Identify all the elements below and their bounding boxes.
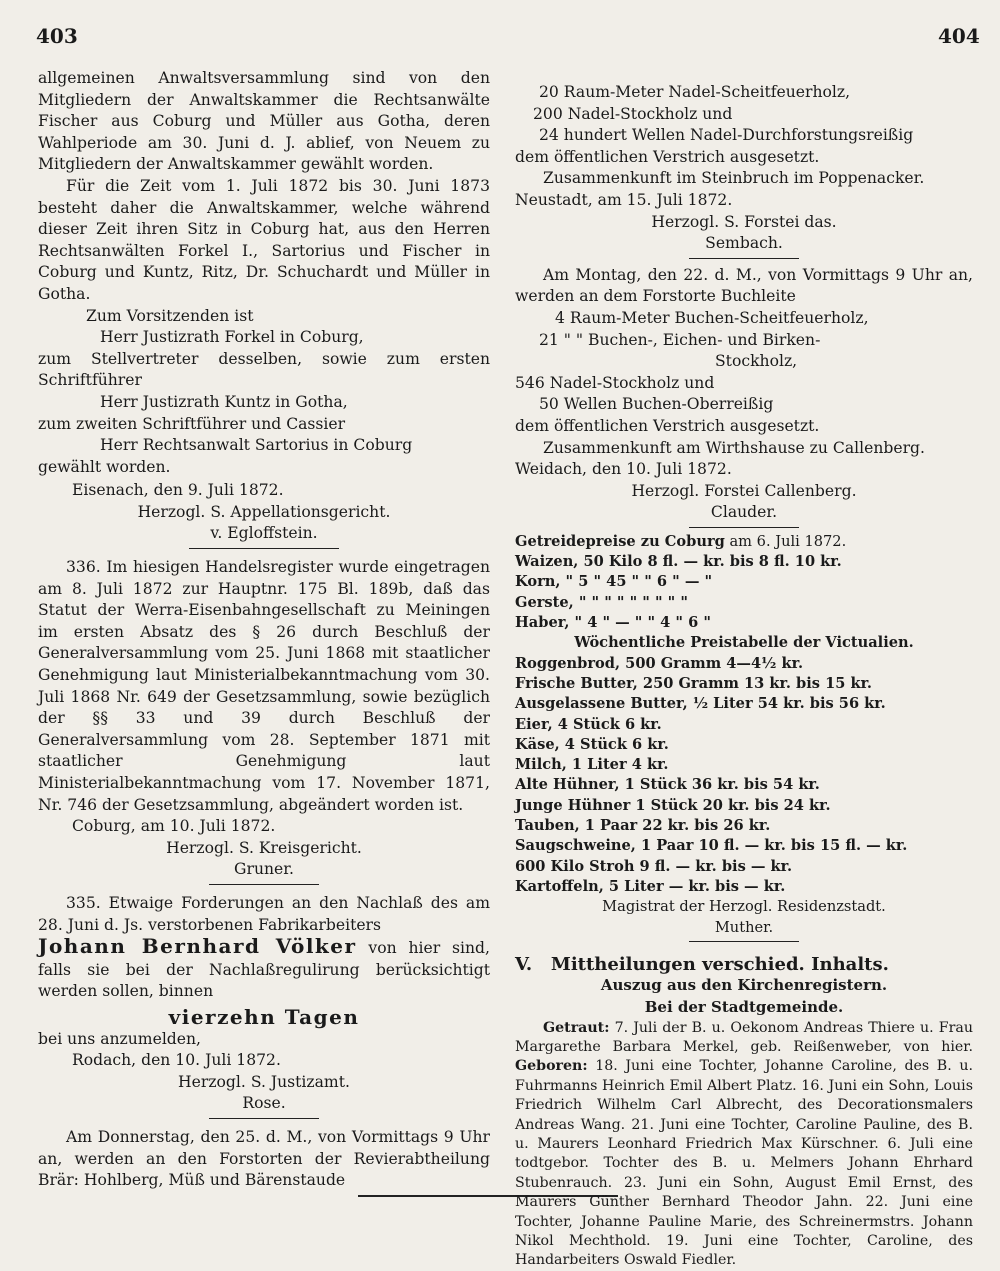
signature: Rose.	[242, 1094, 286, 1113]
authority: Herzogl. S. Justizamt.	[178, 1072, 350, 1091]
register-entries: Getraut: 7. Juli der B. u. Oekonom Andreas Thiere u. Frau Margarethe Barbara Merkel, geb. Reißenweber, von hier. Geboren: 18. Juni eine Tochter, Johanne Caroline, des B. u. Fuhrmanns Heinrich Emil Albert Platz. 16. Juni ein Sohn, Louis Friedrich Wilhelm Carl Albrecht, des Decorationsmalers Andreas Wang. 21. Juni eine Tochter, Caroline Pauline, des B. u. Maurers Leonhard Friedrich Max Kürschner. 6. Juli eine todtgebor. Tochter des B. u. Melmers Johann Ehrhard Stubenrauch. 23. Juni ein Sohn, August Emil Ernst, des Maurers Günther Bernhard Theodor Jahn. 22. Juni eine Tochter, Johanne Pauline Marie, des Schreinermstrs. Johann Nikol Mechthold. 19. Juni eine Tochter, Caroline, des Handarbeiters Oswald Fiedler.	[515, 1019, 973, 1269]
authority: Herzogl. Forstei Callenberg.	[631, 481, 857, 500]
text-paragraph: Für die Zeit vom 1. Juli 1872 bis 30. Juni 1873 besteht daher die Anwaltskammer, welche während dieser Zeit ihren Sitz in Coburg hat, aus den Herren Rechtsanwälten Forkel I., Sartorius und Fischer in Coburg und Kuntz, Ritz, Dr. Schuchardt und Müller in Gotha.	[38, 176, 490, 303]
page-number-right: 404	[938, 24, 980, 48]
text-line: 4 Raum-Meter Buchen-Scheitfeuerholz,	[555, 308, 869, 327]
price-line: Kartoffeln, 5 Liter — kr. bis — kr.	[515, 877, 786, 895]
text-paragraph: Johann Bernhard Völker von hier sind, falls sie bei der Nachlaßregulirung berücksichtigt werden sollen, binnen	[38, 934, 490, 1001]
place-date: Eisenach, den 9. Juli 1872.	[72, 481, 284, 500]
signature: Gruner.	[234, 860, 294, 879]
signature: Clauder.	[710, 503, 778, 522]
authority: Herzogl. S. Kreisgericht.	[166, 838, 362, 857]
price-line: Junge Hühner 1 Stück 20 kr. bis 24 kr.	[515, 796, 831, 814]
separator	[189, 548, 339, 549]
place-date: Neustadt, am 15. Juli 1872.	[515, 190, 733, 209]
subsection-title: Auszug aus den Kirchenregistern.	[600, 976, 888, 995]
price-line: Tauben, 1 Paar 22 kr. bis 26 kr.	[515, 817, 771, 835]
price-line: Haber, " 4 " — " " 4 " 6 "	[515, 614, 711, 632]
text-line: zum Stellvertreter desselben, sowie zum ersten Schriftführer	[38, 349, 490, 390]
price-line: Eier, 4 Stück 6 kr.	[515, 715, 662, 733]
left-column	[38, 68, 490, 1200]
text-line: 20 Raum-Meter Nadel-Scheitfeuerholz,	[539, 83, 851, 101]
text-line: dem öffentlichen Verstrich ausgesetzt.	[515, 147, 820, 166]
price-line: Frische Butter, 250 Gramm 13 kr. bis 15 kr.	[515, 674, 873, 692]
signature: Sembach.	[705, 234, 783, 253]
text-paragraph: allgemeinen Anwaltsversammlung sind von den Mitgliedern der Anwaltskammer die Rechtsanwälte Fischer aus Coburg und Müller aus Gotha, deren Wahlperiode am 30. Juni d. J. ablief, von Neuem zu Mitgliedern der Anwaltskammer gewählt worden.	[38, 69, 490, 174]
separator	[209, 884, 319, 885]
text-line: bei uns anzumelden,	[38, 1029, 202, 1048]
text-line: Zum Vorsitzenden ist	[86, 306, 254, 325]
text-line: zum zweiten Schriftführer und Cassier	[38, 414, 346, 433]
section-heading: Getreidepreise zu Coburg am 6. Juli 1872.	[515, 532, 847, 550]
text-line: 24 hundert Wellen Nadel-Durchforstungsreißig	[539, 126, 914, 145]
signature: v. Egloffstein.	[210, 524, 318, 543]
price-line: Alte Hühner, 1 Stück 36 kr. bis 54 kr.	[515, 776, 820, 794]
price-line: Saugschweine, 1 Paar 10 fl. — kr. bis 15 fl. — kr.	[515, 837, 908, 855]
text-line: Herr Justizrath Forkel in Coburg,	[100, 328, 364, 347]
place-date: Weidach, den 10. Juli 1872.	[515, 460, 732, 479]
place-date: Rodach, den 10. Juli 1872.	[72, 1051, 281, 1070]
text-line: 21 " " Buchen-, Eichen- und Birken-	[539, 330, 821, 349]
deadline-highlight: vierzehn Tagen	[168, 1004, 360, 1029]
text-line: Stockholz,	[715, 352, 798, 371]
text-line: gewählt worden.	[38, 457, 171, 476]
text-paragraph: Am Donnerstag, den 25. d. M., von Vormittags 9 Uhr an, werden an den Forstorten der Revierabtheilung Brär: Hohlberg, Müß und Bärenstaude	[38, 1127, 490, 1190]
price-line: Milch, 1 Liter 4 kr.	[515, 756, 669, 774]
text-paragraph: 335. Etwaige Forderungen an den Nachlaß des am 28. Juni d. Js. verstorbenen Fabrikarbeiters	[38, 893, 490, 934]
text-line: Zusammenkunft im Steinbruch im Poppenacker.	[543, 169, 925, 188]
right-column	[515, 82, 973, 1271]
text-line: Zusammenkunft am Wirthshause zu Callenberg.	[543, 438, 925, 457]
separator	[689, 258, 799, 259]
separator	[689, 941, 799, 942]
price-line: Gerste, " " " " " " " " "	[515, 593, 688, 611]
section-heading: Wöchentliche Preistabelle der Victualien.	[574, 634, 914, 652]
authority: Herzogl. S. Appellationsgericht.	[137, 502, 391, 521]
page-number-left: 403	[36, 24, 78, 48]
separator	[209, 1118, 319, 1119]
price-line: Ausgelassene Butter, ½ Liter 54 kr. bis 56 kr.	[515, 695, 886, 713]
price-line: 600 Kilo Stroh 9 fl. — kr. bis — kr.	[515, 857, 793, 875]
signature: Muther.	[714, 918, 774, 936]
text-line: 50 Wellen Buchen-Oberreißig	[539, 395, 774, 414]
text-line: 546 Nadel-Stockholz und	[515, 373, 715, 392]
text-paragraph: Am Montag, den 22. d. M., von Vormittags 9 Uhr an, werden an dem Forstorte Buchleite	[515, 265, 973, 306]
price-line: Waizen, 50 Kilo 8 fl. — kr. bis 8 fl. 10 kr.	[515, 553, 842, 571]
price-line: Korn, " 5 " 45 " " 6 " — "	[515, 573, 713, 591]
name-highlight: Johann Bernhard Völker	[38, 934, 357, 959]
separator	[689, 527, 799, 528]
subsection-title: Bei der Stadtgemeinde.	[644, 998, 844, 1016]
text-line: Herr Rechtsanwalt Sartorius in Coburg	[100, 436, 413, 455]
price-line: Roggenbrod, 500 Gramm 4—4½ kr.	[515, 654, 804, 672]
section-title: V. Mittheilungen verschied. Inhalts.	[515, 953, 889, 975]
text-line: Herr Justizrath Kuntz in Gotha,	[100, 392, 348, 411]
authority: Herzogl. S. Forstei das.	[651, 212, 837, 231]
text-line: 200 Nadel-Stockholz und	[533, 104, 733, 123]
price-line: Käse, 4 Stück 6 kr.	[515, 735, 669, 753]
place-date: Coburg, am 10. Juli 1872.	[72, 817, 276, 836]
text-line: dem öffentlichen Verstrich ausgesetzt.	[515, 416, 820, 435]
authority: Magistrat der Herzogl. Residenzstadt.	[602, 898, 886, 916]
text-paragraph: 336. Im hiesigen Handelsregister wurde eingetragen am 8. Juli 1872 zur Hauptnr. 175 Bl. 189b, daß das Statut der Werra-Eisenbahngesellschaft zu Meiningen im ersten Absatz des § 26 durch Beschluß der Generalversammlung vom 25. Juni 1868 mit staatlicher Genehmigung laut Ministerialbekanntmachung vom 30. Juli 1868 Nr. 649 der Gesetzsammlung, sowie bezüglich der §§ 33 und 39 durch Beschluß der Generalversammlung vom 28. September 1871 mit staatlicher Genehmigung laut Ministerialbekanntmachung vom 17. November 1871, Nr. 746 der Gesetzsammlung, abgeändert worden ist.	[38, 558, 490, 814]
